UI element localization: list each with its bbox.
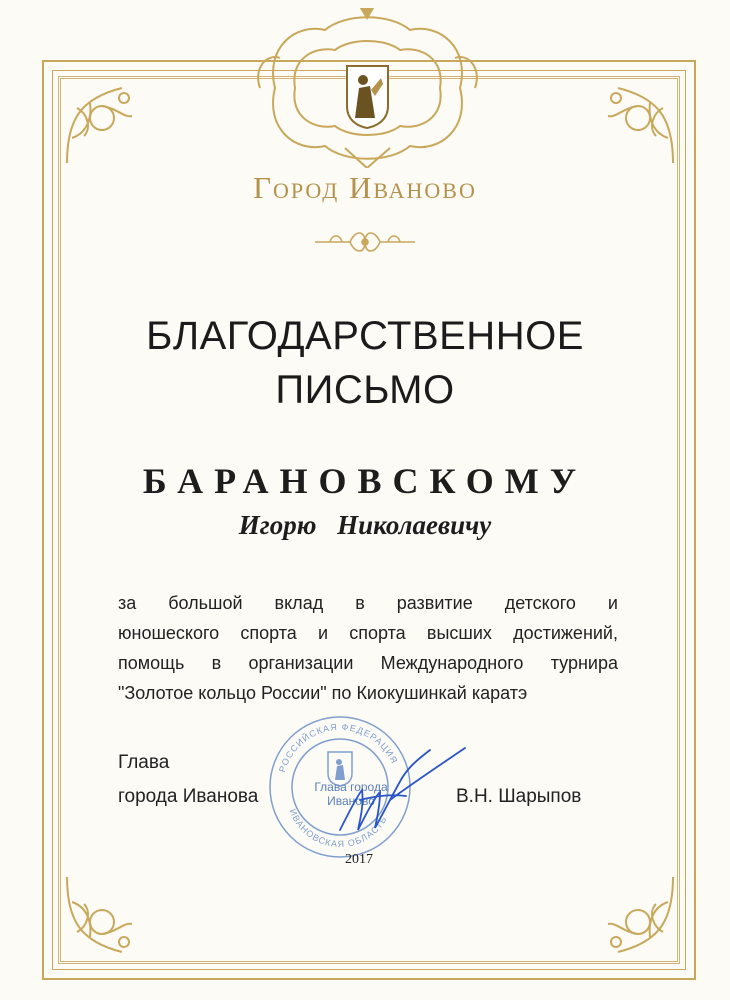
signer-position-line1: Глава: [118, 752, 170, 773]
corner-ornament-bottom-left: [62, 872, 152, 962]
city-heading: Город Иваново: [253, 170, 477, 205]
signer-position-line2: города Иванова: [118, 786, 259, 807]
gratitude-line: юношеского спорта и спорта высших достижений,: [118, 623, 618, 643]
corner-ornament-bottom-right: [588, 872, 678, 962]
document-year: 2017: [345, 852, 373, 867]
handwritten-signature: [320, 730, 470, 840]
stamp-text-line: Глава города: [314, 780, 388, 794]
gratitude-line: за большой вклад в развитие детского и: [118, 593, 618, 613]
recipient-name: Игорю Николаевичу: [238, 510, 492, 540]
recipient-surname: БАРАНОВСКОМУ: [142, 461, 588, 501]
gratitude-line: помощь в организации Международного турнира: [118, 653, 618, 673]
corner-ornament-top-right: [588, 78, 678, 168]
signer-name: В.Н. Шарыпов: [456, 786, 582, 807]
gratitude-text: [118, 588, 618, 708]
gratitude-line: "Золотое кольцо России" по Киокушинкай каратэ: [118, 683, 528, 703]
stamp-ring-top: РОССИЙСКАЯ ФЕДЕРАЦИЯ: [277, 721, 400, 774]
city-coat-of-arms: [255, 8, 480, 168]
ornamental-divider: [310, 222, 420, 262]
document-title-line2: ПИСЬМО: [275, 368, 455, 412]
corner-ornament-top-left: [62, 78, 152, 168]
document-title-line1: БЛАГОДАРСТВЕННОЕ: [146, 314, 584, 358]
stamp-text-line: Иваново: [327, 794, 375, 808]
stamp-ring-bottom: ИВАНОВСКАЯ ОБЛАСТЬ: [287, 807, 389, 850]
